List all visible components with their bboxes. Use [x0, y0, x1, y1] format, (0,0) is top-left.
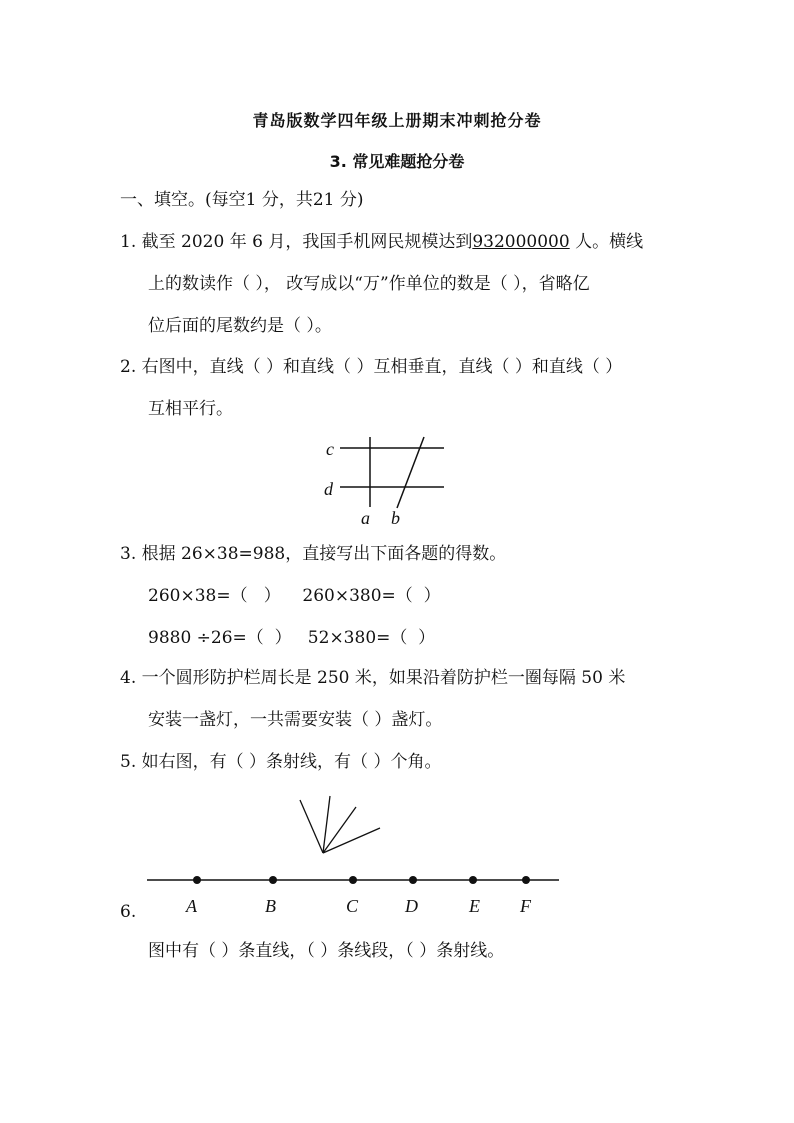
point-a [193, 876, 201, 884]
worksheet-subtitle: 3. 常见难题抢分卷 [329, 152, 465, 171]
question-4 [120, 667, 625, 689]
question-5 [120, 751, 441, 773]
question-text: 一个圆形防护栏周长是 250 米，如果沿着防护栏一圈每隔 50 米 [141, 668, 626, 688]
question-text: 根据 26×38=988，直接写出下面各题的得数。 [141, 544, 507, 564]
label-point-f: F [520, 896, 531, 916]
point-c [349, 876, 357, 884]
underlined-number: 932000000 [472, 232, 570, 252]
question-6-number: 6. [120, 902, 137, 922]
label-point-d: D [405, 896, 418, 916]
question-text: 如右图，有（ ）条射线，有（ ）个角。 [141, 752, 442, 772]
point-b [269, 876, 277, 884]
question-text: 人。横线 [569, 232, 644, 252]
question-text: 截至 2020 年 6 月，我国手机网民规模达到 [141, 232, 473, 252]
question-6-text: 图中有（ ）条直线，（ ）条线段，（ ）条射线。 [148, 941, 505, 961]
point-e [469, 876, 477, 884]
question-number: 4. [120, 668, 137, 688]
worksheet-title: 青岛版数学四年级上册期末冲刺抢分卷 [252, 111, 542, 130]
label-point-b: B [265, 896, 276, 916]
label-point-a: A [186, 896, 197, 916]
question-1-line-3: 位后面的尾数约是（ ）。 [148, 316, 332, 336]
point-d [409, 876, 417, 884]
question-4-line-2: 安装一盏灯，一共需要安装（ ）盏灯。 [148, 710, 443, 730]
question-number: 1. [120, 232, 137, 252]
question-3-row-1: 260×38=（ ） 260×380=（ ） [148, 586, 441, 606]
label-b: b [391, 508, 400, 528]
question-text: 右图中，直线（ ）和直线（ ）互相垂直，直线（ ）和直线（ ） [141, 357, 623, 377]
question-number: 2. [120, 357, 137, 377]
ray-1 [300, 800, 323, 853]
question-1-line-2: 上的数读作（ ）， 改写成以“万”作单位的数是（ ），省略亿 [148, 274, 590, 294]
label-a: a [361, 508, 370, 528]
label-c: c [326, 439, 334, 459]
point-f [522, 876, 530, 884]
question-number: 5. [120, 752, 137, 772]
question-3-row-2: 9880 ÷26=（ ） 52×380=（ ） [148, 628, 436, 648]
section-heading: 一、填空。(每空1 分，共21 分) [120, 190, 364, 210]
question-number: 3. [120, 544, 137, 564]
question-2-line-2: 互相平行。 [148, 399, 233, 419]
label-point-c: C [346, 896, 359, 916]
label-point-e: E [469, 896, 480, 916]
label-d: d [324, 479, 333, 499]
question-3 [120, 543, 506, 565]
